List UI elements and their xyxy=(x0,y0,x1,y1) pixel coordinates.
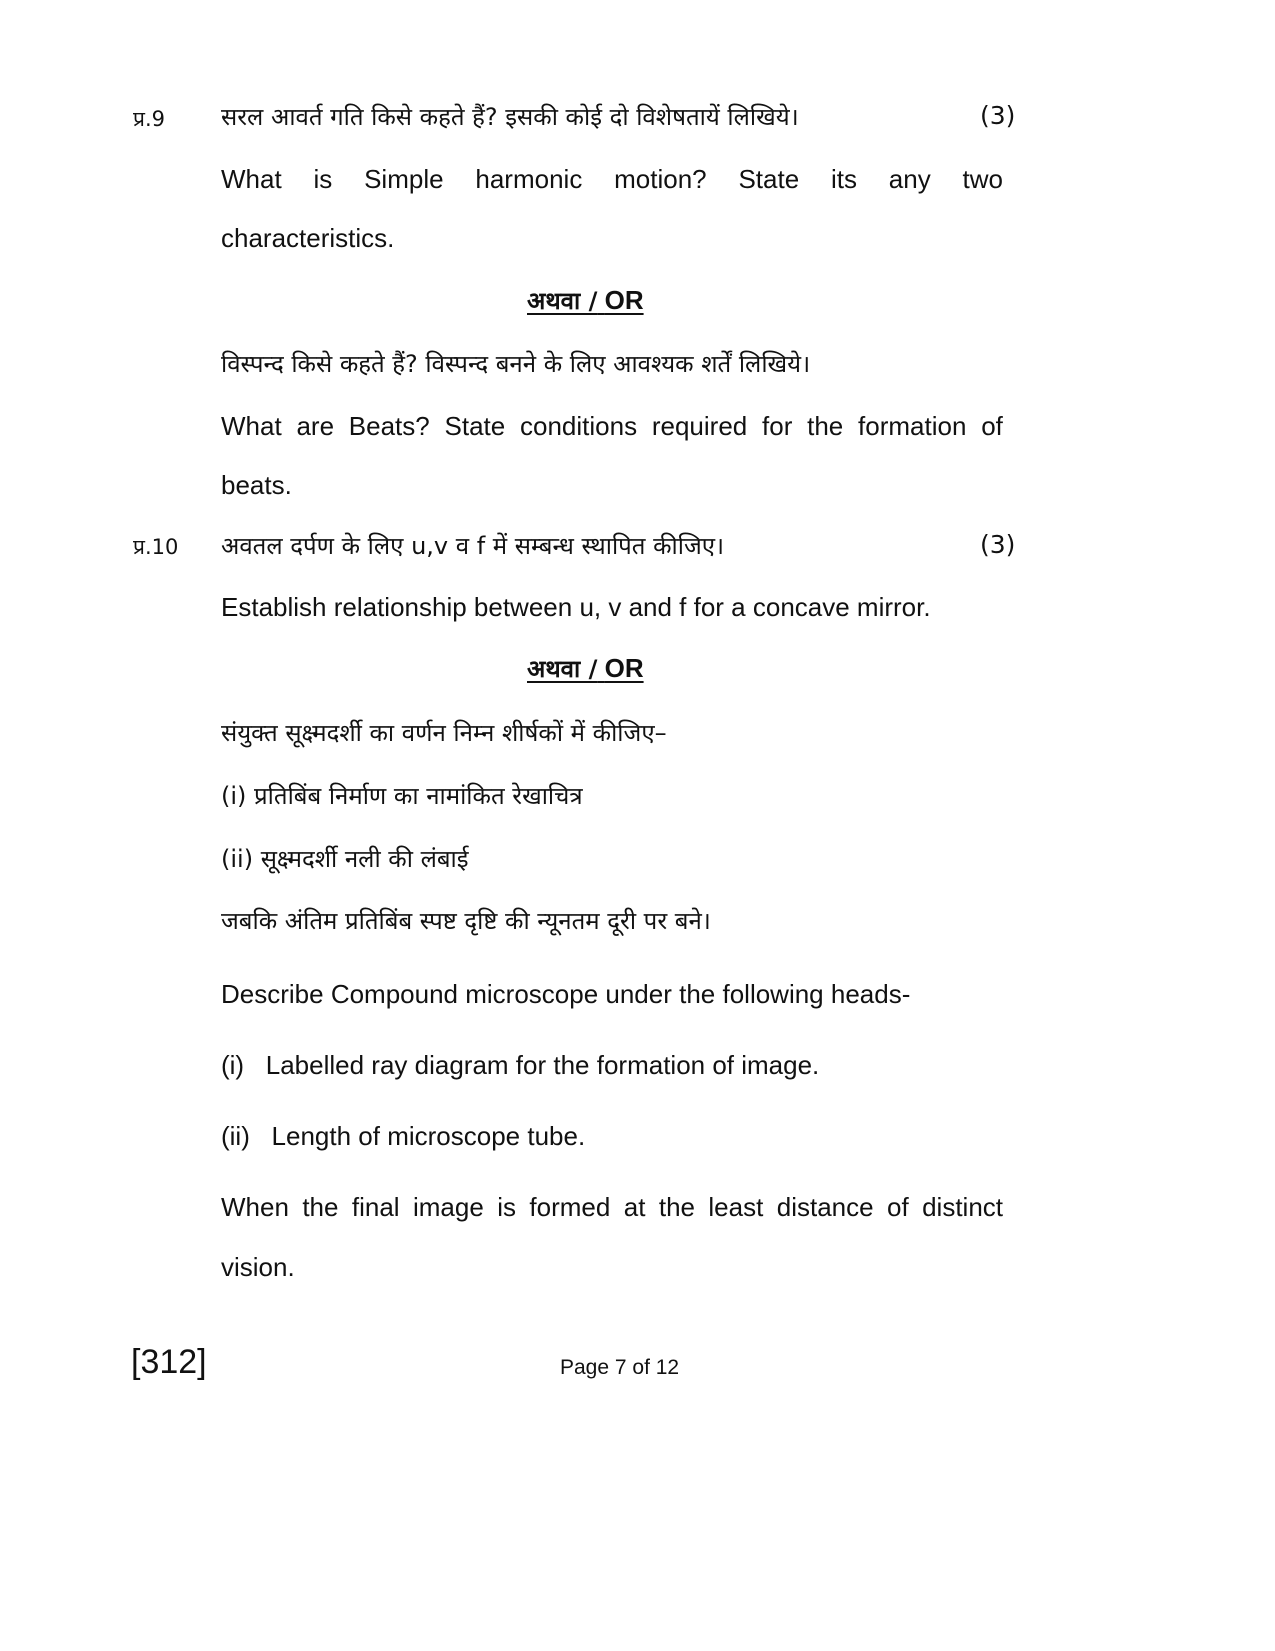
paper-code: [312] xyxy=(131,1343,207,1381)
word: Simple xyxy=(364,164,444,194)
word: What xyxy=(221,164,282,194)
or-english: OR xyxy=(604,653,644,683)
word: at xyxy=(623,1192,646,1222)
word: of xyxy=(886,1192,909,1222)
word: for xyxy=(762,411,793,441)
word: formed xyxy=(529,1192,611,1222)
q9-marks: (3) xyxy=(980,101,1016,130)
or-english: OR xyxy=(604,285,644,315)
q10-alt-hindi-intro: संयुक्त सूक्ष्मदर्शी का वर्णन निम्न शीर्षकों में कीजिए– xyxy=(221,719,667,747)
word: State xyxy=(444,411,506,441)
q9-alt-hindi-text: विस्पन्द किसे कहते हैं? विस्पन्द बनने के लिए आवश्यक शर्तें लिखिये। xyxy=(221,350,811,378)
q10-alt-english-condition-line1 xyxy=(221,1192,1003,1223)
word: distinct xyxy=(922,1192,1003,1222)
word: distance xyxy=(776,1192,874,1222)
q10-alt-hindi-condition: जबकि अंतिम प्रतिबिंब स्पष्ट दृष्टि की न्यूनतम दूरी पर बने। xyxy=(221,907,711,935)
q10-or-divider xyxy=(527,652,644,685)
q9-alt-english-line2: beats. xyxy=(221,470,292,500)
q10-alt-hindi-item2: (ii) सूक्ष्मदर्शी नली की लंबाई xyxy=(221,845,469,873)
word: conditions xyxy=(520,411,638,441)
word: two xyxy=(962,164,1003,194)
q10-english-text: Establish relationship between u, v and f for a concave mirror. xyxy=(221,592,931,622)
word: the xyxy=(658,1192,695,1222)
q10-alt-english-item2: (ii) Length of microscope tube. xyxy=(221,1121,586,1151)
word: Beats? xyxy=(348,411,430,441)
q9-or-divider xyxy=(527,284,644,317)
page-number: Page 7 of 12 xyxy=(560,1356,680,1379)
q10-alt-english-intro: Describe Compound microscope under the following heads- xyxy=(221,979,911,1009)
word: What xyxy=(221,411,282,441)
word: When xyxy=(221,1192,289,1222)
word: State xyxy=(738,164,800,194)
word: required xyxy=(651,411,748,441)
word: any xyxy=(888,164,931,194)
question-number-10: प्र.10 xyxy=(133,535,179,559)
word: is xyxy=(497,1192,517,1222)
q10-alt-english-condition-line2: vision. xyxy=(221,1252,295,1282)
word: least xyxy=(708,1192,764,1222)
word: are xyxy=(296,411,335,441)
or-hindi: अथवा / xyxy=(527,655,598,683)
word: its xyxy=(830,164,857,194)
word: the xyxy=(807,411,844,441)
word: the xyxy=(302,1192,339,1222)
q10-marks: (3) xyxy=(980,530,1016,559)
word: final xyxy=(351,1192,400,1222)
q10-alt-english-item1: (i) Labelled ray diagram for the formation of image. xyxy=(221,1050,820,1080)
question-number-9: प्र.9 xyxy=(133,107,165,131)
word: motion? xyxy=(614,164,707,194)
q10-hindi-text: अवतल दर्पण के लिए u,v व f में सम्बन्ध स्थापित कीजिए। xyxy=(221,532,725,560)
or-hindi: अथवा / xyxy=(527,287,598,315)
word: formation xyxy=(858,411,967,441)
q9-english-line2: characteristics. xyxy=(221,223,395,253)
word: image xyxy=(413,1192,484,1222)
word: harmonic xyxy=(475,164,583,194)
word: of xyxy=(981,411,1003,441)
q9-hindi-text: सरल आवर्त गति किसे कहते हैं? इसकी कोई दो विशेषतायें लिखिये। xyxy=(221,103,799,131)
q10-alt-hindi-item1: (i) प्रतिबिंब निर्माण का नामांकित रेखाचित्र xyxy=(221,782,583,810)
word: is xyxy=(313,164,333,194)
q9-alt-english-line1 xyxy=(221,411,1003,442)
q9-english-line1 xyxy=(221,164,1003,195)
